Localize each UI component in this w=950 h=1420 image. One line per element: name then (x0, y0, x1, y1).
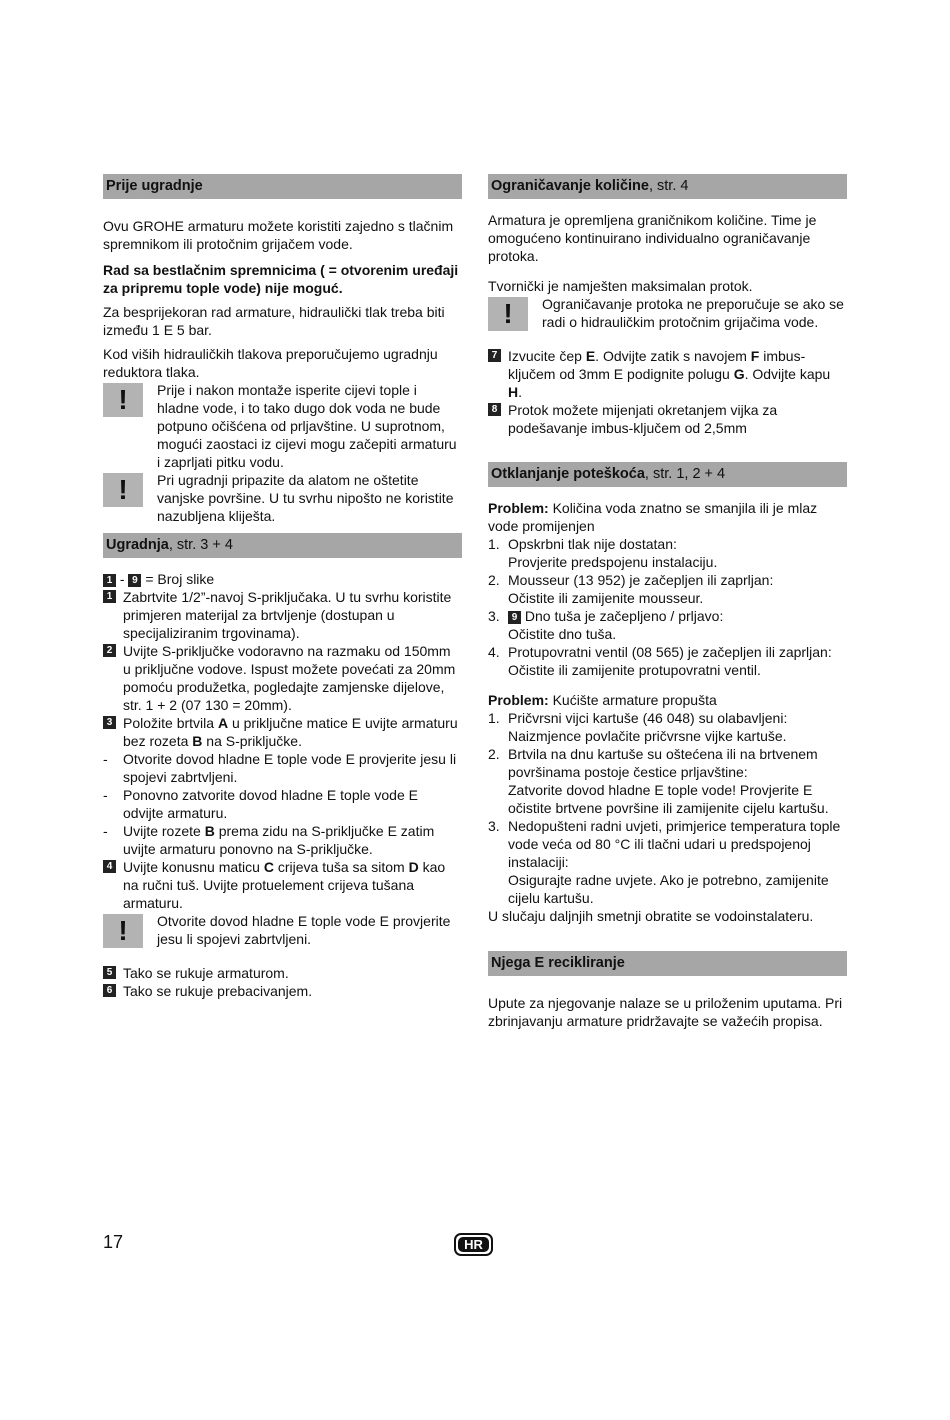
page-number: 17 (103, 1232, 124, 1252)
dash-item: - Otvorite dovod hladne E tople vode E provjerite jesu li spojevi zabrtvljeni. (103, 751, 457, 785)
exclamation-icon: ! (103, 473, 143, 507)
figure-number: 6 (103, 984, 116, 997)
problem-2: Problem: Kućište armature propušta (488, 692, 717, 708)
list-item: 1. Opskrbni tlak nije dostatan: Provjerite predspojenu instalaciju. (488, 536, 718, 570)
paragraph: Za besprijekoran rad armature, hidraulički tlak treba biti između 1 E 5 bar. (103, 304, 445, 338)
warning-note (103, 381, 462, 471)
figure-number: 3 (103, 716, 116, 729)
paragraph: Kod viših hidrauličkih tlakova preporučujemo ugradnju reduktora tlaka. (103, 346, 438, 380)
paragraph: Armatura je opremljena graničnikom količine. Time je omogućeno kontinuirano individualno ograničavanje protoka. (488, 212, 817, 264)
paragraph: Upute za njegovanje nalaze se u priloženim uputama. Pri zbrinjavanju armature pridržavajte se važećih propisa. (488, 995, 843, 1029)
problem-1: Problem: Količina voda znatno se smanjila ili je mlaz vode promijenjen (488, 500, 818, 534)
step-7: 7 Izvucite čep E. Odvijte zatik s navojem F imbus-ključem od 3mm E podignite polugu G. Odvijte kapu H. (488, 347, 847, 401)
exclamation-icon: ! (103, 383, 143, 417)
exclamation-icon: ! (103, 914, 143, 948)
figure-number: 1 (103, 590, 116, 603)
paragraph: Tvornički je namješten maksimalan protok. (488, 278, 753, 294)
step-4: 4 Uvijte konusnu maticu C crijeva tuša sa sitom D kao na ručni tuš. Uvijte protuelement crijeva tušana armaturu. (103, 858, 462, 912)
dash-item: - Ponovno zatvorite dovod hladne E tople vode E odvijte armaturu. (103, 787, 418, 821)
step-5: 5 Tako se rukuje armaturom. (103, 964, 462, 982)
section-header-prije-ugradnje: Prije ugradnje (103, 174, 462, 199)
warning-text: Ograničavanje protoka ne preporučuje se ako se radi o hidrauličkim protočnim grijačima vode. (542, 296, 844, 330)
right-column (488, 174, 847, 1030)
step-6: 6 Tako se rukuje prebacivanjem. (103, 982, 462, 1000)
figure-number: 1 (103, 574, 116, 587)
section-header-njega: Njega E recikliranje (488, 951, 847, 976)
problem-1-list (488, 535, 847, 679)
list-item: 4. Protupovratni ventil (08 565) je začepljen ili zaprljan: Očistite ili zamijenite protupovratni ventil. (488, 644, 832, 678)
list-item: 2. Brtvila na dnu kartuše su oštećena ili na brtvenem površinama postoje čestice prljavštine: Zatvorite dovod hladne E tople vode! Provjerite E očistite brtvene površine ili zamijenite cijelu kartušu. (488, 746, 829, 816)
figure-number: 7 (488, 349, 501, 362)
warning-text: Pri ugradnji pripazite da alatom ne oštetite vanjske površine. U tu svrhu nipošto ne koristite nazubljena kliješta. (157, 472, 454, 524)
dash-item: - Uvijte rozete B prema zidu na S-priključke E zatim uvijte armaturu ponovno na S-priključke. (103, 823, 435, 857)
section-header-otklanjanje: Otklanjanje poteškoća, str. 1, 2 + 4 (488, 462, 847, 487)
step-2: 2 Uvijte S-priključke vodoravno na razmaku od 150mm u priključne vodove. Ispust možete povećati za 20mm pomoću produžetka, pogledajte zamjenske dijelove, str. 1 + 2 (07 130 = 20mm). (103, 642, 462, 714)
warning-note (103, 471, 462, 525)
exclamation-icon: ! (488, 297, 528, 331)
paragraph: Ovu GROHE armaturu možete koristiti zajedno s tlačnim spremnikom ili protočnim grijačem vode. (103, 218, 454, 252)
figure-number: 5 (103, 966, 116, 979)
warning-text: Otvorite dovod hladne E tople vode E provjerite jesu li spojevi zabrtvljeni. (157, 913, 451, 947)
figure-number: 9 (128, 574, 141, 587)
figure-number: 2 (103, 644, 116, 657)
section-header-ogranicavanje: Ograničavanje količine, str. 4 (488, 174, 847, 199)
step-1: 1 Zabrtvite 1/2”-navoj S-priključaka. U tu svrhu koristite primjeren materijal za brtvljenje (dostupan u specijaliziranim trgovinama). (103, 588, 462, 642)
problem-2-list (488, 709, 847, 907)
step-8: 8 Protok možete mijenjati okretanjem vijka za podešavanje imbus-ključem od 2,5mm (488, 401, 847, 437)
list-item: 2. Mousseur (13 952) je začepljen ili zaprljan: Očistite ili zamijenite mousseur. (488, 572, 774, 606)
bold-paragraph: Rad sa bestlačnim spremnicima ( = otvorenim uređaji za pripremu tople vode) nije moguć. (103, 262, 459, 296)
warning-text: Prije i nakon montaže isperite cijevi tople i hladne vode, i to tako dugo dok voda ne bude potpuno očišćena od prljavštine. U suprotnom, mogući zaostaci iz cijevi mogu začepiti armaturu i zaprljati pitku vodu. (157, 382, 457, 470)
paragraph: U slučaju daljnjih smetnji obratite se vodoinstalateru. (488, 908, 814, 924)
figure-number: 9 (508, 611, 521, 624)
list-item: 3. 9 Dno tuša je začepljeno / prljavo: Očistite dno tuša. (488, 608, 724, 642)
language-badge: HR (454, 1233, 493, 1256)
section-header-ugradnja: Ugradnja, str. 3 + 4 (103, 533, 462, 558)
list-item: 1. Pričvrsni vijci kartuše (46 048) su olabavljeni: Naizmjence povlačite pričvrsne vijke kartuše. (488, 710, 788, 744)
list-item: 3. Nedopušteni radni uvjeti, primjerice temperatura tople vode veća od 80 °C ili tlačni udari u predspojenoj instalaciji: Osigurajte radne uvjete. Ako je potrebno, zamijenite cijelu kartušu. (488, 818, 841, 906)
warning-note (103, 912, 462, 952)
figure-number: 4 (103, 860, 116, 873)
figure-range: 1 - 9 = Broj slike (103, 570, 462, 588)
warning-note (488, 295, 847, 335)
step-3: 3 Položite brtvila A u priključne matice E uvijte armaturu bez rozeta B na S-priključke. (103, 714, 462, 750)
figure-number: 8 (488, 403, 501, 416)
left-column (103, 174, 462, 1000)
